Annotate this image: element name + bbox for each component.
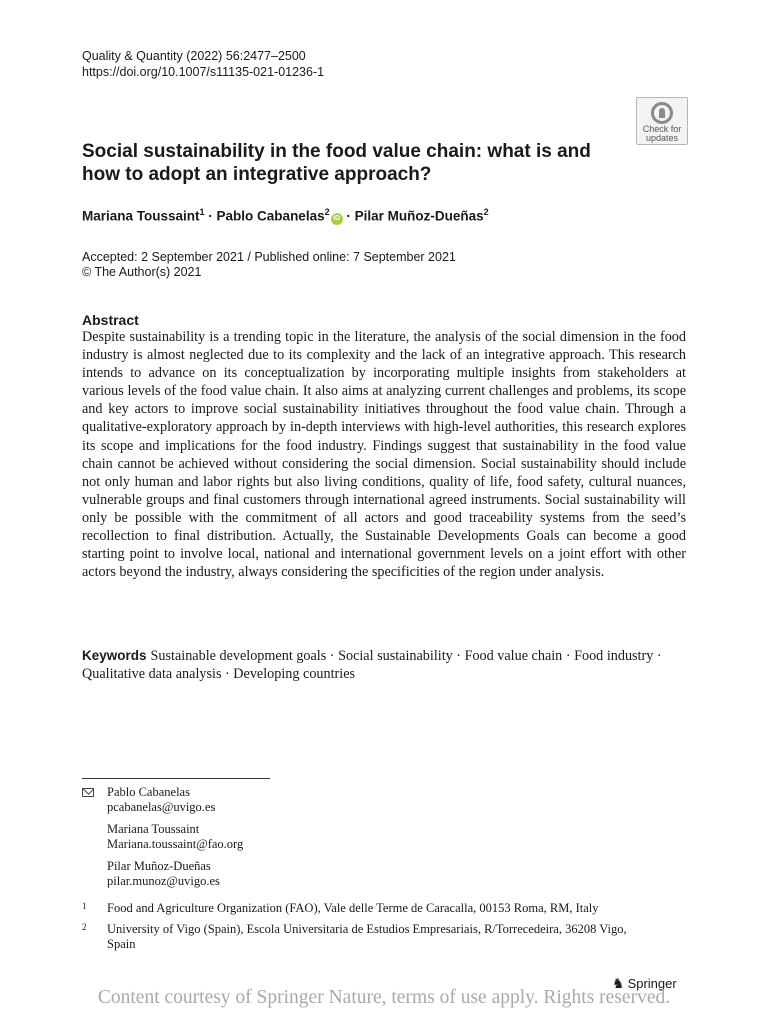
abstract-heading: Abstract (82, 312, 139, 328)
abstract-text: Despite sustainability is a trending topic in the literature, the analysis of the social dimension in the food industry is almost neglected due to its complexity and the lack of an integrative approach. This research intends to advance on its conceptualization by incorporating multiple insights from stakeholders at various levels of the food value chain. It also aims at analyzing current challenges and problems, its scope and key actors to improve social sustainability initiatives throughout the food value chain. Through a qualitative-exploratory approach by in-depth interviews with high-level authorities, this research explores its scope and implications for the food industry. Findings suggest that sustainability in the food value chain cannot be achieved without considering the social dimension. Social sustainability should include not only human and labor rights but also living conditions, quality of life, food safety, cultural nuances, vulnerable groups and final customers through international agreed instruments. Social sustainability will only be possible with the commitment of all actors and good traceability systems from the seed’s recollection to final distribution. Actually, the Sustainable Developments Goals can become a good starting point to involve local, national and international government levels on a joint effort with other actors beyond the industry, always considering the specificities of the region under analysis. (82, 329, 686, 581)
check-for-updates-badge[interactable] (636, 97, 688, 145)
author-separator: · (342, 208, 355, 224)
contact-email[interactable]: Mariana.toussaint@fao.org (107, 837, 244, 851)
contact-email[interactable]: pilar.munoz@uvigo.es (107, 874, 220, 888)
contact-entry (107, 822, 243, 852)
affiliation-1 (82, 901, 682, 916)
journal-header (82, 48, 324, 80)
author-affil-mark: 2 (483, 207, 489, 217)
affiliation-text: Food and Agriculture Organization (FAO), Vale delle Terme de Caracalla, 00153 Roma, RM, Italy (107, 901, 599, 915)
paper-title: Social sustainability in the food value chain: what is and how to adopt an integrative approach? (82, 141, 591, 185)
contact-entry (107, 859, 243, 889)
envelope-icon (82, 788, 94, 797)
doi-link[interactable]: https://doi.org/10.1007/s11135-021-01236-1 (82, 65, 325, 79)
badge-line2: updates (645, 133, 679, 143)
keywords (82, 647, 686, 683)
badge-line1: Check for (642, 124, 682, 134)
author-list (82, 207, 489, 225)
corresponding-contacts (107, 785, 243, 896)
publication-dates (82, 250, 456, 280)
accepted-published-dates: Accepted: 2 September 2021 / Published online: 7 September 2021 (82, 250, 456, 264)
keywords-text: Sustainable development goals · Social sustainability · Food value chain · Food industry · Qualitative data analysis · Developing countries (82, 648, 662, 683)
author-name: Pilar Muñoz‑Dueñas (354, 208, 484, 224)
footnote-divider (82, 778, 270, 779)
author-separator: · (204, 208, 217, 224)
affiliation-2 (82, 922, 682, 952)
copyright-line: © The Author(s) 2021 (82, 265, 202, 279)
courtesy-notice: Content courtesy of Springer Nature, terms of use apply. Rights reserved. (97, 987, 671, 1008)
publisher-name: Springer (627, 976, 677, 991)
springer-horse-icon: ♞ (612, 975, 625, 991)
author-name: Pablo Cabanelas (216, 208, 325, 224)
affiliation-number: 2 (82, 922, 87, 932)
contact-entry (107, 785, 243, 815)
contact-name: Pablo Cabanelas (107, 785, 190, 799)
author-affil-mark: 1 (199, 207, 205, 217)
journal-citation: Quality & Quantity (2022) 56:2477–2500 (82, 49, 306, 63)
author-name: Mariana Toussaint (82, 208, 200, 224)
keywords-label: Keywords (82, 648, 147, 663)
check-for-updates-icon (651, 102, 673, 124)
affiliation-text: University of Vigo (Spain), Escola Universitaria de Estudios Empresariais, R/Torrecedeira, 36208 Vigo, Spain (107, 922, 627, 951)
affiliation-number: 1 (82, 901, 87, 911)
orcid-icon[interactable]: iD (331, 213, 343, 225)
contact-email[interactable]: pcabanelas@uvigo.es (107, 800, 216, 814)
author-affil-mark: 2 (324, 207, 330, 217)
contact-name: Mariana Toussaint (107, 822, 200, 836)
contact-name: Pilar Muñoz‑Dueñas (107, 859, 211, 873)
